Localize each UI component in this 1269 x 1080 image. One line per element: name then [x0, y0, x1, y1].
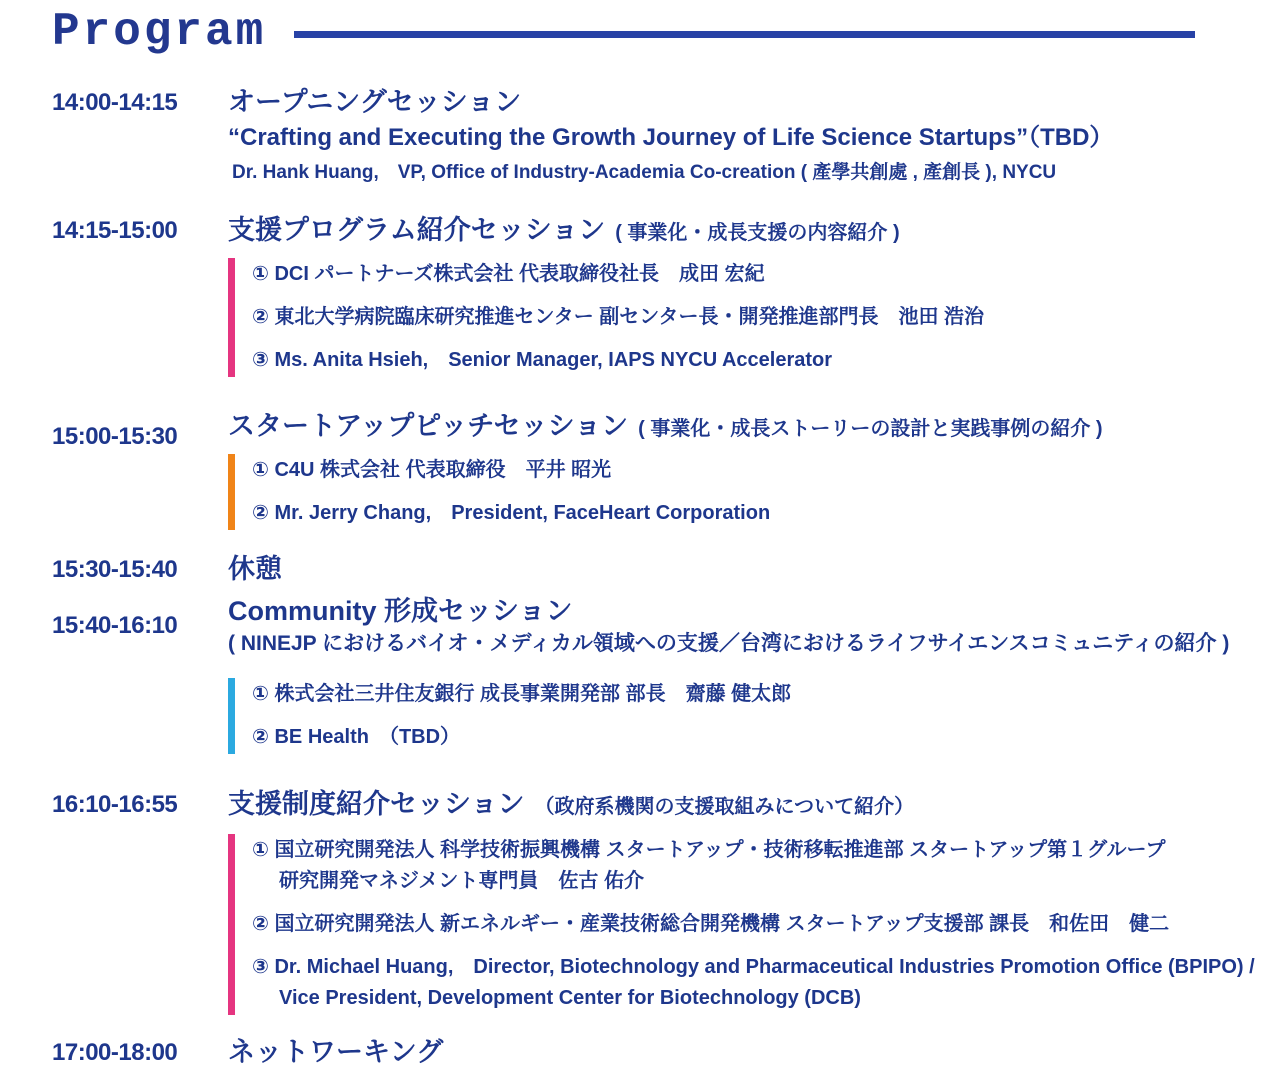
session-title: 支援制度紹介セッション: [228, 788, 525, 819]
session-row-networking: [52, 1036, 1229, 1070]
session-row-community: [52, 595, 1229, 754]
session-title-line: [228, 214, 1229, 248]
session-row-support-systems: [52, 788, 1255, 1015]
list-item: ③ Ms. Anita Hsieh, Senior Manager, IAPS NYCU Accelerator: [252, 349, 833, 372]
session-content: [228, 788, 1255, 1015]
session-content: [228, 214, 1229, 377]
session-content: [228, 595, 1229, 754]
speaker-list: [228, 678, 1229, 754]
list-item: ① 株式会社三井住友銀行 成長事業開発部 部長 齋藤 健太郎: [252, 682, 792, 705]
session-row-opening: [52, 86, 1229, 186]
session-note: ( 事業化・成長支援の内容紹介 ): [615, 222, 900, 245]
session-note: （政府系機関の支援取組みについて紹介）: [534, 795, 915, 818]
session-title: スタートアップピッチセッション: [228, 411, 629, 442]
list-item: [252, 838, 1255, 894]
session-title: 休憩: [228, 553, 282, 584]
session-time: 15:40-16:10: [52, 611, 178, 639]
session-time: 15:00-15:30: [52, 423, 178, 451]
accent-bar: [228, 834, 235, 1015]
session-note: ( NINEJP におけるバイオ・メディカル領域への支援／台湾におけるライフサイエンスコミュニティの紹介 ): [228, 632, 1230, 656]
list-item: ① C4U 株式会社 代表取締役 平井 昭光: [252, 458, 612, 481]
session-speaker: Dr. Hank Huang, VP, Office of Industry-Academia Co-creation ( 產學共創處 , 產創長 ), NYCU: [232, 161, 1057, 183]
accent-bar: [228, 454, 235, 530]
session-row-support-program: [52, 214, 1229, 377]
session-content: [228, 1036, 1229, 1070]
session-time: 14:15-15:00: [52, 217, 178, 245]
header-rule: [294, 31, 1195, 38]
accent-bar: [228, 678, 235, 754]
session-time: 14:00-14:15: [52, 88, 178, 116]
session-time: 16:10-16:55: [52, 790, 178, 818]
list-item-line2: 研究開発マネジメント専門員 佐古 佑介: [279, 869, 644, 892]
list-item: ② BE Health （TBD）: [252, 725, 461, 748]
speaker-items: [252, 678, 791, 754]
list-item-line1: ③ Dr. Michael Huang, Director, Biotechnology and Pharmaceutical Industries Promotion Office (BPIPO) /: [252, 955, 1255, 978]
speaker-list: [228, 834, 1255, 1015]
list-item-line2: Vice President, Development Center for Biotechnology (DCB): [279, 986, 861, 1009]
session-note: ( 事業化・成長ストーリーの設計と実践事例の紹介 ): [638, 418, 1103, 441]
speaker-list: [228, 454, 1229, 530]
accent-bar: [228, 258, 235, 377]
list-item: ② 東北大学病院臨床研究推進センター 副センター長・開発推進部門長 池田 浩治: [252, 306, 985, 329]
session-subtitle: “Crafting and Executing the Growth Journey of Life Science Startups”（TBD）: [228, 123, 1114, 151]
session-title-line: [228, 788, 1229, 822]
session-content: [228, 553, 1229, 587]
speaker-list: [228, 258, 1229, 377]
speaker-items: [252, 834, 1255, 1015]
session-title: ネットワーキング: [228, 1036, 444, 1067]
list-item: ② Mr. Jerry Chang, President, FaceHeart Corporation: [252, 501, 771, 524]
session-title: Community 形成セッション: [228, 595, 573, 626]
session-row-startup-pitch: [52, 410, 1229, 530]
list-item: ② 国立研究開発法人 新エネルギー・産業技術総合開発機構 スタートアップ支援部 課長 和佐田 健二: [252, 912, 1170, 935]
session-row-break: [52, 553, 1229, 587]
session-content: [228, 86, 1229, 186]
session-time: 17:00-18:00: [52, 1038, 178, 1066]
speaker-items: [252, 258, 984, 377]
session-title: 支援プログラム紹介セッション: [228, 215, 606, 246]
list-item: [252, 955, 1255, 1011]
session-title: オープニングセッション: [228, 86, 522, 117]
list-item-line1: ① 国立研究開発法人 科学技術振興機構 スタートアップ・技術移転推進部 スタートアップ第１グループ: [252, 838, 1166, 861]
session-time: 15:30-15:40: [52, 555, 178, 583]
list-item: ① DCI パートナーズ株式会社 代表取締役社長 成田 宏紀: [252, 263, 765, 286]
page-title: Program: [52, 6, 267, 58]
page-header: [52, 6, 1229, 59]
speaker-items: [252, 454, 770, 530]
session-content: [228, 410, 1229, 530]
session-title-line: [228, 410, 1229, 444]
